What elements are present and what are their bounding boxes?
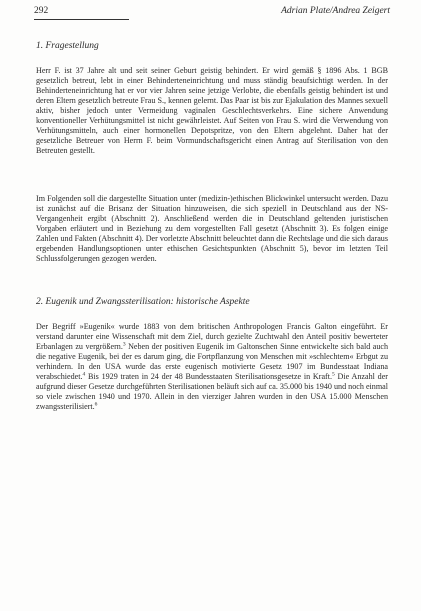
- section-heading-2: 2. Eugenik und Zwangssterilisation: historische Aspekte: [36, 297, 250, 307]
- footnote-ref-3: 3: [122, 341, 126, 348]
- paragraph-3-text-a: Der Begriff »Eugenik« wurde 1883 von dem britischen Anthropologen Francis Galton eingeführt. Er verstand darunter eine Wissenschaft mit dem Ziel, durch gezielte Zuchtwahl den Anteil positiv bewerteter Erbanlagen zu vergrößern.: [36, 322, 388, 352]
- footnote-ref-5: 5: [332, 371, 335, 378]
- header-rule: [34, 19, 129, 20]
- page-number: 292: [34, 6, 49, 16]
- paragraph-3-text-d: Die Anzahl der aufgrund dieser Gesetze durchgeführten Sterilisationen beläuft sich auf ca. 35.000 bis 1940 und noch einmal so viele zwischen 1940 und 1970. Allein in den vierziger Jahren wurden in den USA 15.000 Menschen zwangssterilisiert.: [36, 372, 388, 412]
- running-head: [34, 5, 390, 18]
- paragraph-3-text-c: Bis 1929 traten in 24 der 48 Bundesstaaten Sterilisationsgesetze in Kraft.: [85, 372, 333, 382]
- section-heading-1: 1. Fragestellung: [36, 41, 99, 51]
- paragraph-2: Im Folgenden soll die dargestellte Situation unter (medizin-)ethischen Blickwinkel untersucht werden. Dazu ist zunächst auf die Brisanz der Situation hinzuweisen, die sich speziell in Deutschland aus der NS-Vergangenheit ergibt (Abschnitt 2). Anschließend werden die in Deutschland geltenden juristischen Vorgaben erläutert und in Beziehung zu dem vorgestellten Fall gesetzt (Abschnitt 3). Es folgen einige Zahlen und Fakten (Abschnitt 4). Der vorletzte Abschnitt beleuchtet dann die Rechtslage und die sich daraus ergebenden Handlungsoptionen unter ethischen Gesichtspunkten (Abschnitt 5), bevor im letzten Teil Schlussfolgerungen gezogen werden.: [36, 194, 388, 264]
- paragraph-3: [36, 322, 388, 412]
- paragraph-3-text-b: Neben der positiven Eugenik im Galtonschen Sinne entwickelte sich bald auch die negative Eugenik, bei der es darum ging, die Fortpflanzung von Menschen mit »schlechtem« Erbgut zu verhindern. In den USA wurde das erste eugenisch motivierte Gesetz 1907 im Bundesstaat Indiana verabschiedet.: [36, 342, 389, 382]
- footnote-ref-6: 6: [94, 401, 98, 408]
- paragraph-1: Herr F. ist 37 Jahre alt und seit seiner Geburt geistig behindert. Er wird gemäß § 1896 Abs. 1 BGB gesetzlich betreut, lebt in einer Behinderteneinrichtung und muss ständig beaufsichtigt werden. In der Behinderteneinrichtung hat er vor vier Jahren seine jetzige Verlobte, die ebenfalls geistig behindert ist und deren Eltern gesetzlich betreute Frau S., kennen gelernt. Das Paar ist bis zur Ejakulation des Mannes sexuell aktiv, bisher jedoch unter Vermeidung vaginalen Geschlechtsverkehrs. Eine sichere Anwendung konventioneller Verhütungsmittel ist nicht gewährleistet. Auf Seiten von Frau S. wird die Verwendung von Verhütungsmitteln, auch einer hormonellen Depotspritze, von den Eltern abgelehnt. Daher hat der gesetzliche Betreuer von Herrn F. beim Vormundschaftsgericht einen Antrag auf Sterilisation von den Betreuten gestellt.: [36, 66, 388, 156]
- running-title: Adrian Plate/Andrea Zeigert: [281, 6, 390, 16]
- footnote-ref-4: 4: [82, 371, 86, 378]
